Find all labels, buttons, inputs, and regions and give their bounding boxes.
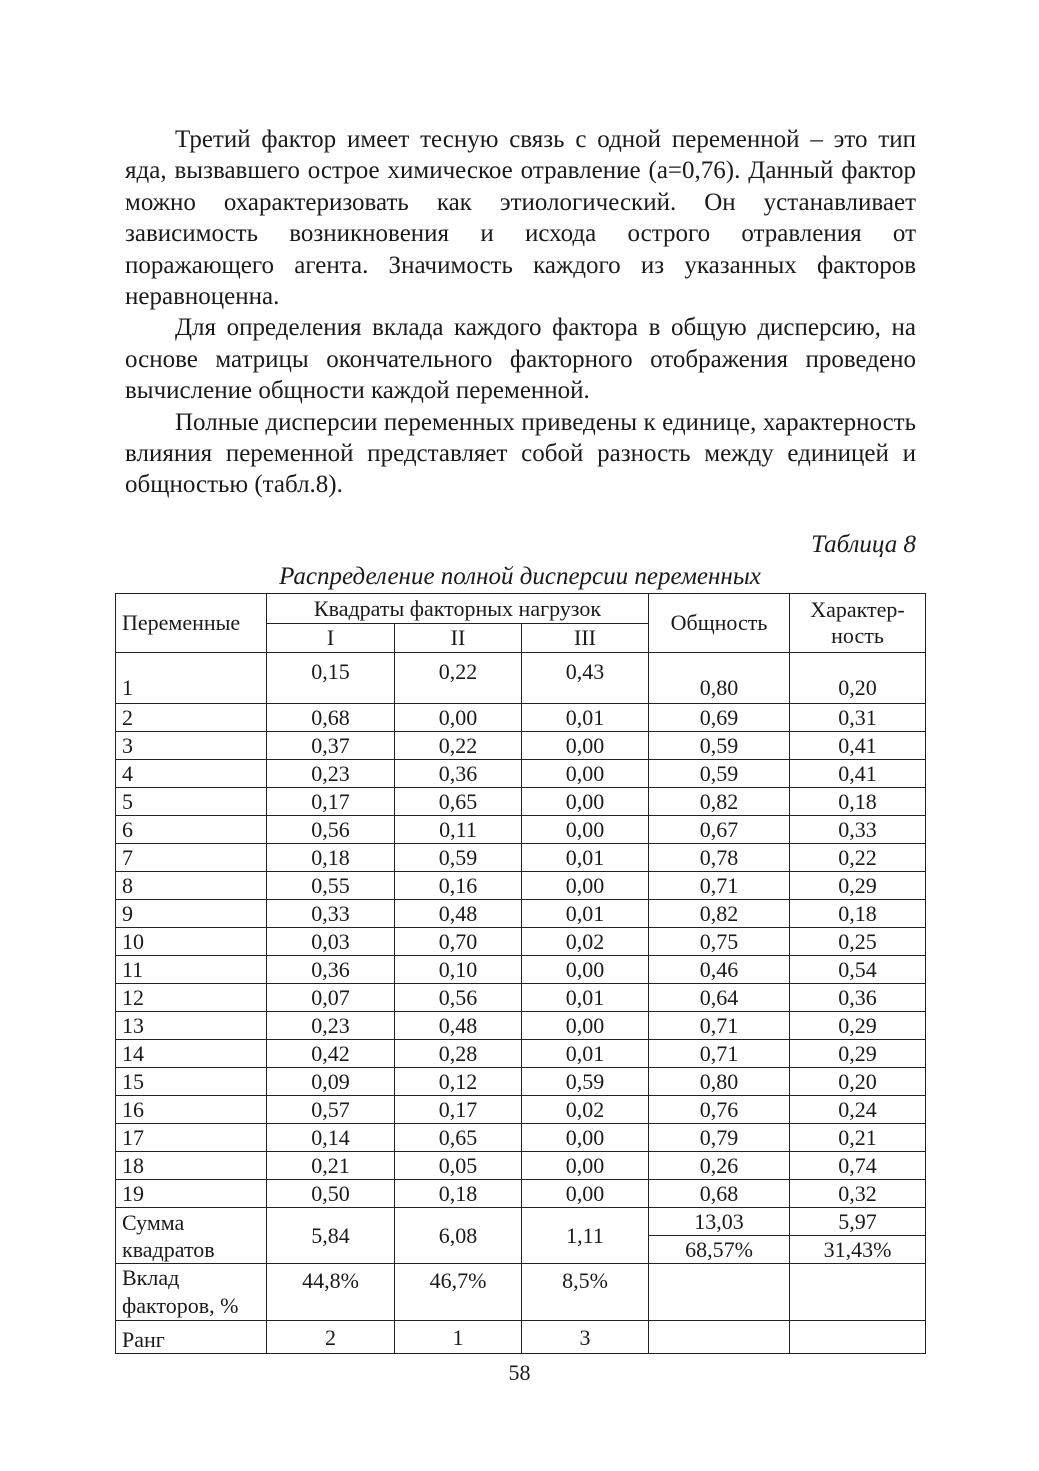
paragraph: Полные дисперсии переменных приведены к единице, характерность влияния переменной представляет собой разность между единицей и общностью (табл.8). bbox=[125, 408, 916, 499]
table-row bbox=[116, 1152, 926, 1180]
cell-variable: 6 bbox=[116, 816, 267, 844]
rank-communality-empty bbox=[649, 1321, 790, 1354]
paragraph: Для определения вклада каждого фактора в общую дисперсию, на основе матрицы окончательного факторного отображения проведено вычисление общности каждой переменной. bbox=[125, 314, 916, 405]
cell-specificity: 0,24 bbox=[790, 1096, 926, 1124]
cell-factor-3: 0,43 bbox=[522, 653, 649, 704]
cell-communality: 0,75 bbox=[649, 928, 790, 956]
sum-squares-communality: 13,03 bbox=[649, 1208, 790, 1236]
sum-squares-f1: 5,84 bbox=[267, 1208, 395, 1264]
cell-factor-1: 0,23 bbox=[267, 1012, 395, 1040]
cell-factor-3: 0,00 bbox=[522, 1180, 649, 1208]
cell-factor-1: 0,09 bbox=[267, 1068, 395, 1096]
cell-factor-2: 0,17 bbox=[395, 1096, 522, 1124]
contribution-specificity-empty bbox=[790, 1264, 926, 1321]
cell-factor-1: 0,55 bbox=[267, 872, 395, 900]
cell-variable: 15 bbox=[116, 1068, 267, 1096]
cell-variable: 2 bbox=[116, 704, 267, 732]
cell-factor-2: 0,16 bbox=[395, 872, 522, 900]
cell-factor-3: 0,01 bbox=[522, 900, 649, 928]
contribution-label bbox=[116, 1264, 267, 1321]
cell-factor-3: 0,00 bbox=[522, 1012, 649, 1040]
cell-variable: 3 bbox=[116, 732, 267, 760]
page-number: 58 bbox=[508, 1360, 531, 1385]
cell-factor-3: 0,01 bbox=[522, 984, 649, 1012]
cell-factor-2: 0,48 bbox=[395, 1012, 522, 1040]
cell-factor-3: 0,00 bbox=[522, 760, 649, 788]
cell-variable: 13 bbox=[116, 1012, 267, 1040]
cell-factor-1: 0,56 bbox=[267, 816, 395, 844]
cell-communality: 0,26 bbox=[649, 1152, 790, 1180]
cell-communality: 0,46 bbox=[649, 956, 790, 984]
table-row bbox=[116, 900, 926, 928]
rank-label: Ранг bbox=[116, 1321, 267, 1354]
sum-squares-f3: 1,11 bbox=[522, 1208, 649, 1264]
cell-variable: 11 bbox=[116, 956, 267, 984]
cell-variable: 1 bbox=[116, 653, 267, 704]
table-row bbox=[116, 844, 926, 872]
cell-communality: 0,79 bbox=[649, 1124, 790, 1152]
header-specificity bbox=[790, 594, 926, 653]
cell-factor-2: 0,48 bbox=[395, 900, 522, 928]
cell-variable: 17 bbox=[116, 1124, 267, 1152]
cell-factor-1: 0,37 bbox=[267, 732, 395, 760]
cell-factor-2: 0,22 bbox=[395, 732, 522, 760]
cell-factor-3: 0,02 bbox=[522, 1096, 649, 1124]
cell-communality: 0,82 bbox=[649, 788, 790, 816]
table-body bbox=[116, 653, 926, 1208]
cell-specificity: 0,41 bbox=[790, 760, 926, 788]
cell-factor-1: 0,57 bbox=[267, 1096, 395, 1124]
cell-communality: 0,69 bbox=[649, 704, 790, 732]
cell-communality: 0,82 bbox=[649, 900, 790, 928]
cell-factor-1: 0,33 bbox=[267, 900, 395, 928]
cell-specificity: 0,29 bbox=[790, 872, 926, 900]
contribution-f2: 46,7% bbox=[395, 1264, 522, 1321]
table-row bbox=[116, 928, 926, 956]
cell-variable: 14 bbox=[116, 1040, 267, 1068]
contribution-f1: 44,8% bbox=[267, 1264, 395, 1321]
cell-factor-3: 0,01 bbox=[522, 844, 649, 872]
rank-f3: 3 bbox=[522, 1321, 649, 1354]
table-summary bbox=[116, 1208, 926, 1354]
cell-specificity: 0,18 bbox=[790, 900, 926, 928]
table-title: Распределение полной дисперсии переменных bbox=[279, 563, 761, 590]
cell-factor-1: 0,07 bbox=[267, 984, 395, 1012]
rank-specificity-empty bbox=[790, 1321, 926, 1354]
cell-specificity: 0,21 bbox=[790, 1124, 926, 1152]
contribution-f3: 8,5% bbox=[522, 1264, 649, 1321]
cell-specificity: 0,54 bbox=[790, 956, 926, 984]
header-factor-3: III bbox=[522, 624, 649, 653]
cell-specificity: 0,22 bbox=[790, 844, 926, 872]
cell-factor-1: 0,03 bbox=[267, 928, 395, 956]
cell-variable: 5 bbox=[116, 788, 267, 816]
table-row bbox=[116, 653, 926, 704]
sum-squares-label-line1: Сумма bbox=[122, 1209, 185, 1235]
cell-factor-1: 0,18 bbox=[267, 844, 395, 872]
cell-communality: 0,76 bbox=[649, 1096, 790, 1124]
cell-factor-1: 0,36 bbox=[267, 956, 395, 984]
cell-factor-2: 0,22 bbox=[395, 653, 522, 704]
cell-factor-2: 0,11 bbox=[395, 816, 522, 844]
cell-communality: 0,67 bbox=[649, 816, 790, 844]
cell-variable: 10 bbox=[116, 928, 267, 956]
cell-communality: 0,59 bbox=[649, 732, 790, 760]
cell-factor-3: 0,00 bbox=[522, 1152, 649, 1180]
table-row bbox=[116, 788, 926, 816]
sum-squares-specificity: 5,97 bbox=[790, 1208, 926, 1236]
cell-specificity: 0,32 bbox=[790, 1180, 926, 1208]
table-row bbox=[116, 1180, 926, 1208]
contribution-communality-empty bbox=[649, 1264, 790, 1321]
cell-factor-3: 0,01 bbox=[522, 704, 649, 732]
table-row bbox=[116, 732, 926, 760]
paragraph: Третий фактор имеет тесную связь с одной переменной – это тип яда, вызвавшего острое химическое отравление (а=0,76). Данный фактор можно охарактеризовать как этиологический. Он устанавливает зависимость возникновения и исхода острого отравления от поражающего агента. Значимость каждого из указанных факторов неравноценна. bbox=[125, 126, 916, 311]
table-row bbox=[116, 1096, 926, 1124]
cell-factor-2: 0,36 bbox=[395, 760, 522, 788]
cell-variable: 19 bbox=[116, 1180, 267, 1208]
cell-factor-3: 0,02 bbox=[522, 928, 649, 956]
cell-specificity: 0,36 bbox=[790, 984, 926, 1012]
cell-communality: 0,71 bbox=[649, 1040, 790, 1068]
table-number: Таблица 8 bbox=[811, 531, 916, 558]
cell-variable: 8 bbox=[116, 872, 267, 900]
contribution-label-line2: факторов, % bbox=[122, 1293, 239, 1318]
cell-factor-2: 0,59 bbox=[395, 844, 522, 872]
cell-communality: 0,71 bbox=[649, 1012, 790, 1040]
cell-communality: 0,80 bbox=[649, 653, 790, 704]
cell-specificity: 0,33 bbox=[790, 816, 926, 844]
table-row bbox=[116, 760, 926, 788]
cell-factor-2: 0,28 bbox=[395, 1040, 522, 1068]
cell-factor-2: 0,00 bbox=[395, 704, 522, 732]
header-communality: Общность bbox=[649, 594, 790, 653]
header-specificity-line1: Характер- bbox=[810, 597, 905, 622]
cell-variable: 16 bbox=[116, 1096, 267, 1124]
cell-factor-2: 0,05 bbox=[395, 1152, 522, 1180]
cell-factor-1: 0,50 bbox=[267, 1180, 395, 1208]
cell-factor-2: 0,18 bbox=[395, 1180, 522, 1208]
variance-table bbox=[115, 593, 926, 1354]
cell-factor-3: 0,00 bbox=[522, 732, 649, 760]
header-factor-2: II bbox=[395, 624, 522, 653]
cell-factor-1: 0,15 bbox=[267, 653, 395, 704]
cell-factor-3: 0,00 bbox=[522, 1124, 649, 1152]
cell-factor-1: 0,23 bbox=[267, 760, 395, 788]
cell-factor-2: 0,10 bbox=[395, 956, 522, 984]
cell-factor-2: 0,65 bbox=[395, 1124, 522, 1152]
cell-factor-3: 0,00 bbox=[522, 816, 649, 844]
table-row bbox=[116, 704, 926, 732]
header-specificity-line2: ность bbox=[831, 623, 884, 648]
cell-specificity: 0,20 bbox=[790, 1068, 926, 1096]
cell-factor-2: 0,56 bbox=[395, 984, 522, 1012]
cell-specificity: 0,29 bbox=[790, 1012, 926, 1040]
body-text bbox=[125, 124, 916, 501]
table-row bbox=[116, 984, 926, 1012]
cell-specificity: 0,31 bbox=[790, 704, 926, 732]
contribution-label-line1: Вклад bbox=[122, 1265, 180, 1290]
cell-factor-3: 0,00 bbox=[522, 788, 649, 816]
cell-factor-2: 0,12 bbox=[395, 1068, 522, 1096]
cell-communality: 0,71 bbox=[649, 872, 790, 900]
table-row bbox=[116, 956, 926, 984]
cell-specificity: 0,20 bbox=[790, 653, 926, 704]
cell-factor-1: 0,14 bbox=[267, 1124, 395, 1152]
cell-specificity: 0,25 bbox=[790, 928, 926, 956]
rank-f1: 2 bbox=[267, 1321, 395, 1354]
cell-factor-2: 0,70 bbox=[395, 928, 522, 956]
cell-variable: 4 bbox=[116, 760, 267, 788]
cell-specificity: 0,29 bbox=[790, 1040, 926, 1068]
rank-f2: 1 bbox=[395, 1321, 522, 1354]
cell-variable: 18 bbox=[116, 1152, 267, 1180]
sum-squares-specificity-pct: 31,43% bbox=[790, 1236, 926, 1264]
table-row bbox=[116, 1012, 926, 1040]
cell-communality: 0,78 bbox=[649, 844, 790, 872]
sum-squares-communality-pct: 68,57% bbox=[649, 1236, 790, 1264]
cell-factor-3: 0,59 bbox=[522, 1068, 649, 1096]
cell-factor-1: 0,17 bbox=[267, 788, 395, 816]
cell-communality: 0,64 bbox=[649, 984, 790, 1012]
cell-factor-3: 0,00 bbox=[522, 956, 649, 984]
cell-factor-1: 0,42 bbox=[267, 1040, 395, 1068]
cell-factor-1: 0,21 bbox=[267, 1152, 395, 1180]
table-row bbox=[116, 1124, 926, 1152]
cell-specificity: 0,74 bbox=[790, 1152, 926, 1180]
cell-factor-1: 0,68 bbox=[267, 704, 395, 732]
cell-variable: 12 bbox=[116, 984, 267, 1012]
table-row bbox=[116, 872, 926, 900]
header-factor-1: I bbox=[267, 624, 395, 653]
table-row bbox=[116, 1068, 926, 1096]
table-row bbox=[116, 816, 926, 844]
sum-squares-label-line2: квадратов bbox=[122, 1236, 215, 1262]
header-loadings-group: Квадраты факторных нагрузок bbox=[267, 594, 649, 624]
cell-communality: 0,80 bbox=[649, 1068, 790, 1096]
table-row bbox=[116, 1040, 926, 1068]
sum-squares-label bbox=[116, 1208, 267, 1264]
sum-squares-f2: 6,08 bbox=[395, 1208, 522, 1264]
header-variables: Переменные bbox=[116, 594, 267, 653]
cell-specificity: 0,18 bbox=[790, 788, 926, 816]
cell-specificity: 0,41 bbox=[790, 732, 926, 760]
cell-factor-3: 0,01 bbox=[522, 1040, 649, 1068]
cell-variable: 7 bbox=[116, 844, 267, 872]
cell-communality: 0,68 bbox=[649, 1180, 790, 1208]
cell-variable: 9 bbox=[116, 900, 267, 928]
cell-communality: 0,59 bbox=[649, 760, 790, 788]
cell-factor-3: 0,00 bbox=[522, 872, 649, 900]
cell-factor-2: 0,65 bbox=[395, 788, 522, 816]
